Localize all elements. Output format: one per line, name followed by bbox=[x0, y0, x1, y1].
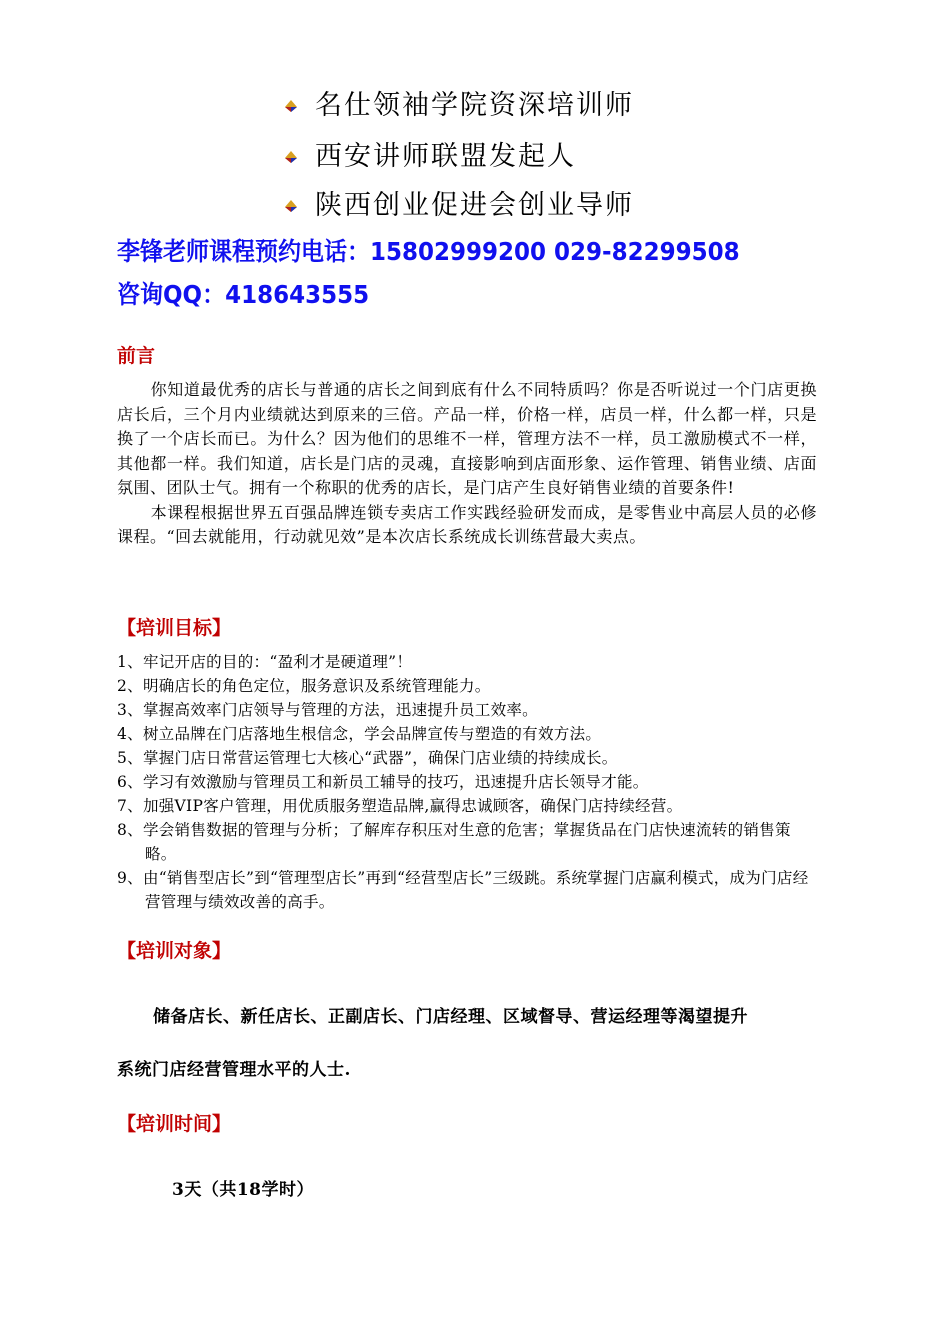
list-item: 4、树立品牌在门店落地生根信念，学会品牌宣传与塑造的有效方法。 bbox=[117, 725, 602, 743]
list-item: 3、掌握高效率门店领导与管理的方法，迅速提升员工效率。 bbox=[117, 701, 538, 719]
bullet-icon bbox=[283, 149, 299, 165]
audience-line-1: 储备店长、新任店长、正副店长、门店经理、区域督导、营运经理等渴望提升 bbox=[153, 1007, 748, 1027]
bullet-icon bbox=[283, 198, 299, 214]
duration-text: 3天（共18学时） bbox=[172, 1180, 314, 1200]
title-line-1 bbox=[283, 89, 634, 123]
preface-paragraph: 本课程根据世界五百强品牌连锁专卖店工作实践经验研发而成，是零售业中高层人员的必修课程。“回去就能用，行动就见效”是本次店长系统成长训练营最大卖点。 bbox=[117, 502, 817, 546]
contact-phone: 李锋老师课程预约电话：15802999200 029-82299508 bbox=[117, 237, 740, 266]
duration-heading: 【培训时间】 bbox=[117, 1113, 232, 1135]
goals-heading: 【培训目标】 bbox=[117, 617, 232, 639]
title-line-2 bbox=[283, 140, 576, 174]
list-item: 5、掌握门店日常营运管理七大核心“武器”，确保门店业绩的持续成长。 bbox=[117, 749, 618, 767]
goals-list bbox=[117, 650, 817, 914]
contact-qq: 咨询QQ：418643555 bbox=[117, 280, 370, 309]
preface-paragraph: 你知道最优秀的店长与普通的店长之间到底有什么不同特质吗？你是否听说过一个门店更换店长后，三个月内业绩就达到原来的三倍。产品一样，价格一样，店员一样，什么都一样，只是换了一个店长而已。为什么？因为他们的思维不一样，管理方法不一样，员工激励模式不一样，其他都一样。我们知道，店长是门店的灵魂，直接影响到店面形象、运作管理、销售业绩、店面氛围、团队士气。拥有一个称职的优秀的店长，是门店产生良好销售业绩的首要条件! bbox=[117, 380, 817, 497]
preface-heading: 前言 bbox=[117, 345, 156, 367]
preface-body bbox=[117, 378, 817, 550]
audience-heading: 【培训对象】 bbox=[117, 940, 232, 962]
list-item: 2、明确店长的角色定位，服务意识及系统管理能力。 bbox=[117, 677, 491, 695]
list-item: 9、由“销售型店长”到“管理型店长”再到“经营型店长”三级跳。系统掌握门店赢利模式，成为门店经营管理与绩效改善的高手。 bbox=[117, 869, 809, 911]
title-line-3 bbox=[283, 189, 634, 223]
list-item: 8、学会销售数据的管理与分析；了解库存积压对生意的危害；掌握货品在门店快速流转的销售策略。 bbox=[117, 821, 791, 863]
title-text: 陕西创业促进会创业导师 bbox=[315, 190, 634, 221]
list-item: 1、牢记开店的目的：“盈利才是硬道理”！ bbox=[117, 653, 413, 671]
list-item: 6、学习有效激励与管理员工和新员工辅导的技巧，迅速提升店长领导才能。 bbox=[117, 773, 649, 791]
bullet-icon bbox=[283, 98, 299, 114]
title-text: 西安讲师联盟发起人 bbox=[315, 141, 576, 172]
list-item: 7、加强VIP客户管理，用优质服务塑造品牌,赢得忠诚顾客，确保门店持续经营。 bbox=[117, 797, 683, 815]
audience-line-2: 系统门店经营管理水平的人士. bbox=[117, 1060, 351, 1080]
title-text: 名仕领袖学院资深培训师 bbox=[315, 90, 634, 121]
